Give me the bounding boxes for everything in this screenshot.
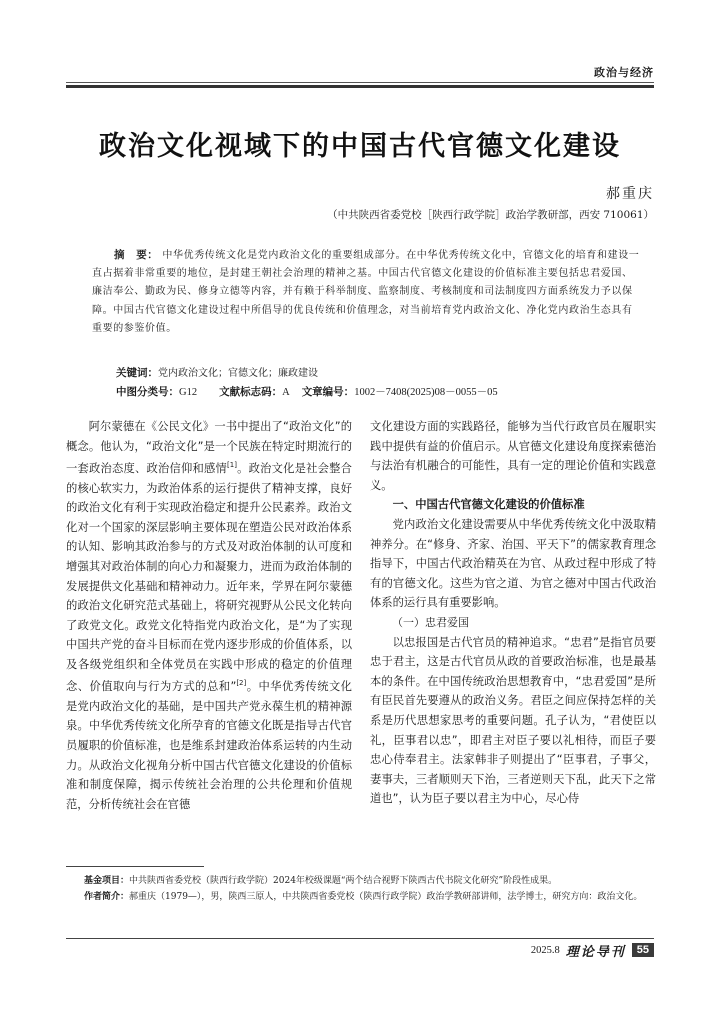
- footnote-fund: [66, 873, 654, 889]
- author-bio-text: 郝重庆（1979—），男，陕西三原人，中共陕西省委党校（陕西行政学院）政治学教研部讲师，法学博士，研究方向：政治文化。: [129, 892, 643, 902]
- classification-line: [116, 384, 654, 399]
- keywords-label: 关键词：: [116, 367, 158, 379]
- section-heading: 一、中国古代官德文化建设的价值标准: [392, 498, 585, 512]
- clc-value: G12: [179, 387, 198, 398]
- article-number-value: 1002－7408(2025)08－0055－05: [354, 387, 498, 398]
- body-text: 阿尔蒙德在《公民文化》一书中提出了“政治文化”的概念。他认为，“政治文化”是一个民族在特定时期流行的一套政治态度、政治信仰和感情: [66, 420, 352, 475]
- doc-code-value: A: [282, 387, 290, 398]
- body-paragraph: 以忠报国是古代官员的精神追求。“忠君”是指官员要忠于君主，这是古代官员从政的首要政治标准，也是最基本的条件。在中国传统政治思想教育中，“忠君爱国”是所有臣民首先要遵从的政治义务。君臣之间应保持怎样的关系是历代思想家思考的重要问题。孔子认为，“君使臣以礼，臣事君以忠”，即君主对臣子要以礼相待，而臣子要忠心侍奉君主。法家韩非子则提出了“臣事君，子事父，妻事夫，三者顺则天下治，三者逆则天下乱，此天下之常道也”，认为臣子要以君主为中心，尽心侍: [370, 635, 656, 806]
- abstract-text: 中华优秀传统文化是党内政治文化的重要组成部分。在中华优秀传统文化中，官德文化的培育和建设一直占据着非常重要的地位，是封建王朝社会治理的精神之基。中国古代官德文化建设的价值标准主要包括忠君爱国、廉洁奉公、勤政为民、修身立德等内容，并有赖于科举制度、监察制度、考核制度和司法制度四方面系统发力予以保障。中国古代官德文化建设过程中所倡导的优良传统和价值理念，对当前培育党内政治文化、净化党内政治生态具有重要的参鉴价值。: [92, 250, 640, 334]
- keywords: [116, 364, 640, 380]
- journal-name: 理论导刊: [565, 944, 626, 960]
- body-paragraph: [66, 417, 352, 814]
- footnote-rule: [66, 866, 204, 867]
- body-paragraph-continued: 文化建设方面的实践路径，能够为当代行政官员在履职实践中提供有益的价值启示。从官德文化建设角度探索德治与法治有机融合的可能性，具有一定的理论价值和实践意义。: [370, 420, 656, 492]
- header-rule: [66, 82, 654, 83]
- author-affiliation: （中共陕西省委党校［陕西行政学院］政治学教研部，西安 710061）: [327, 209, 654, 221]
- abstract: [92, 246, 640, 338]
- page-number: 55: [632, 943, 654, 957]
- footnotes: [66, 873, 654, 905]
- page-footer: [531, 941, 654, 959]
- citation-ref: [2]: [236, 679, 247, 688]
- fund-text: 中共陕西省委党校（陕西行政学院）2024年校级课题“两个结合视野下陕西古代书院文化研究”阶段性成果。: [129, 876, 558, 886]
- footnote-author: [66, 889, 654, 905]
- body-column-left: [66, 417, 352, 814]
- citation-ref: [1]: [227, 461, 237, 470]
- header-rule-thick: [66, 85, 654, 88]
- abstract-label: 摘 要：: [114, 249, 159, 261]
- author-bio-label: 作者简介：: [84, 892, 130, 902]
- body-paragraph: 党内政治文化建设需要从中华优秀传统文化中汲取精神养分。在“修身、齐家、治国、平天下”的儒家教育理念指导下，中国古代政治精英在为官、从政过程中形成了特有的官德文化。这些为官之道、为官之德对中国古代政治体系的运行具有重要影响。: [370, 517, 656, 610]
- issue-date: 2025.8: [530, 944, 560, 956]
- footer-rule: [66, 938, 654, 939]
- clc-label: 中图分类号：: [116, 386, 179, 398]
- article-number-label: 文章编号：: [301, 386, 355, 398]
- section-header: 政治与经济: [594, 66, 654, 79]
- body-text: 。中华优秀传统文化是党内政治文化的基础，是中国共产党永葆生机的精神源泉。中华优秀传统文化所孕育的官德文化既是指导古代官员履职的价值标准，也是维系封建政治体系运转的内生动力。从政治文化视角分析中国古代官德文化建设的价值标准和制度保障，揭示传统社会治理的公共伦理和价值规范，分析传统社会在官德: [66, 680, 352, 811]
- keywords-text: 党内政治文化；官德文化；廉政建设: [158, 368, 318, 379]
- doc-code-label: 文献标志码：: [219, 386, 283, 398]
- body-column-right: [370, 417, 656, 809]
- subsection-heading: （一）忠君爱国: [392, 615, 469, 629]
- fund-label: 基金项目：: [84, 876, 130, 886]
- article-title: 政治文化视域下的中国古代官德文化建设: [99, 131, 621, 162]
- body-text: 。政治文化是社会整合的核心软实力，为政治体系的运行提供了精神支撑，良好的政治文化有利于实现政治稳定和提升公民素养。政治文化对一个国家的深层影响主要体现在塑造公民对政治体系的认知、影响其政治参与的方式及对政治体制的认可度和增强其对政治体制的向心力和凝聚力，进而为政治体制的发展提供文化基础和精神动力。近年来，学界在阿尔蒙德的政治文化研究范式基础上，将研究视野从公民文化转向了政党文化。政党文化特指党内政治文化，是“为了实现中国共产党的奋斗目标而在党内逐步形成的价值体系，以及各级党组织和全体党员在实践中形成的稳定的价值理念、价值取向与行为方式的总和”: [66, 461, 352, 694]
- article-author: 郝重庆: [606, 186, 654, 202]
